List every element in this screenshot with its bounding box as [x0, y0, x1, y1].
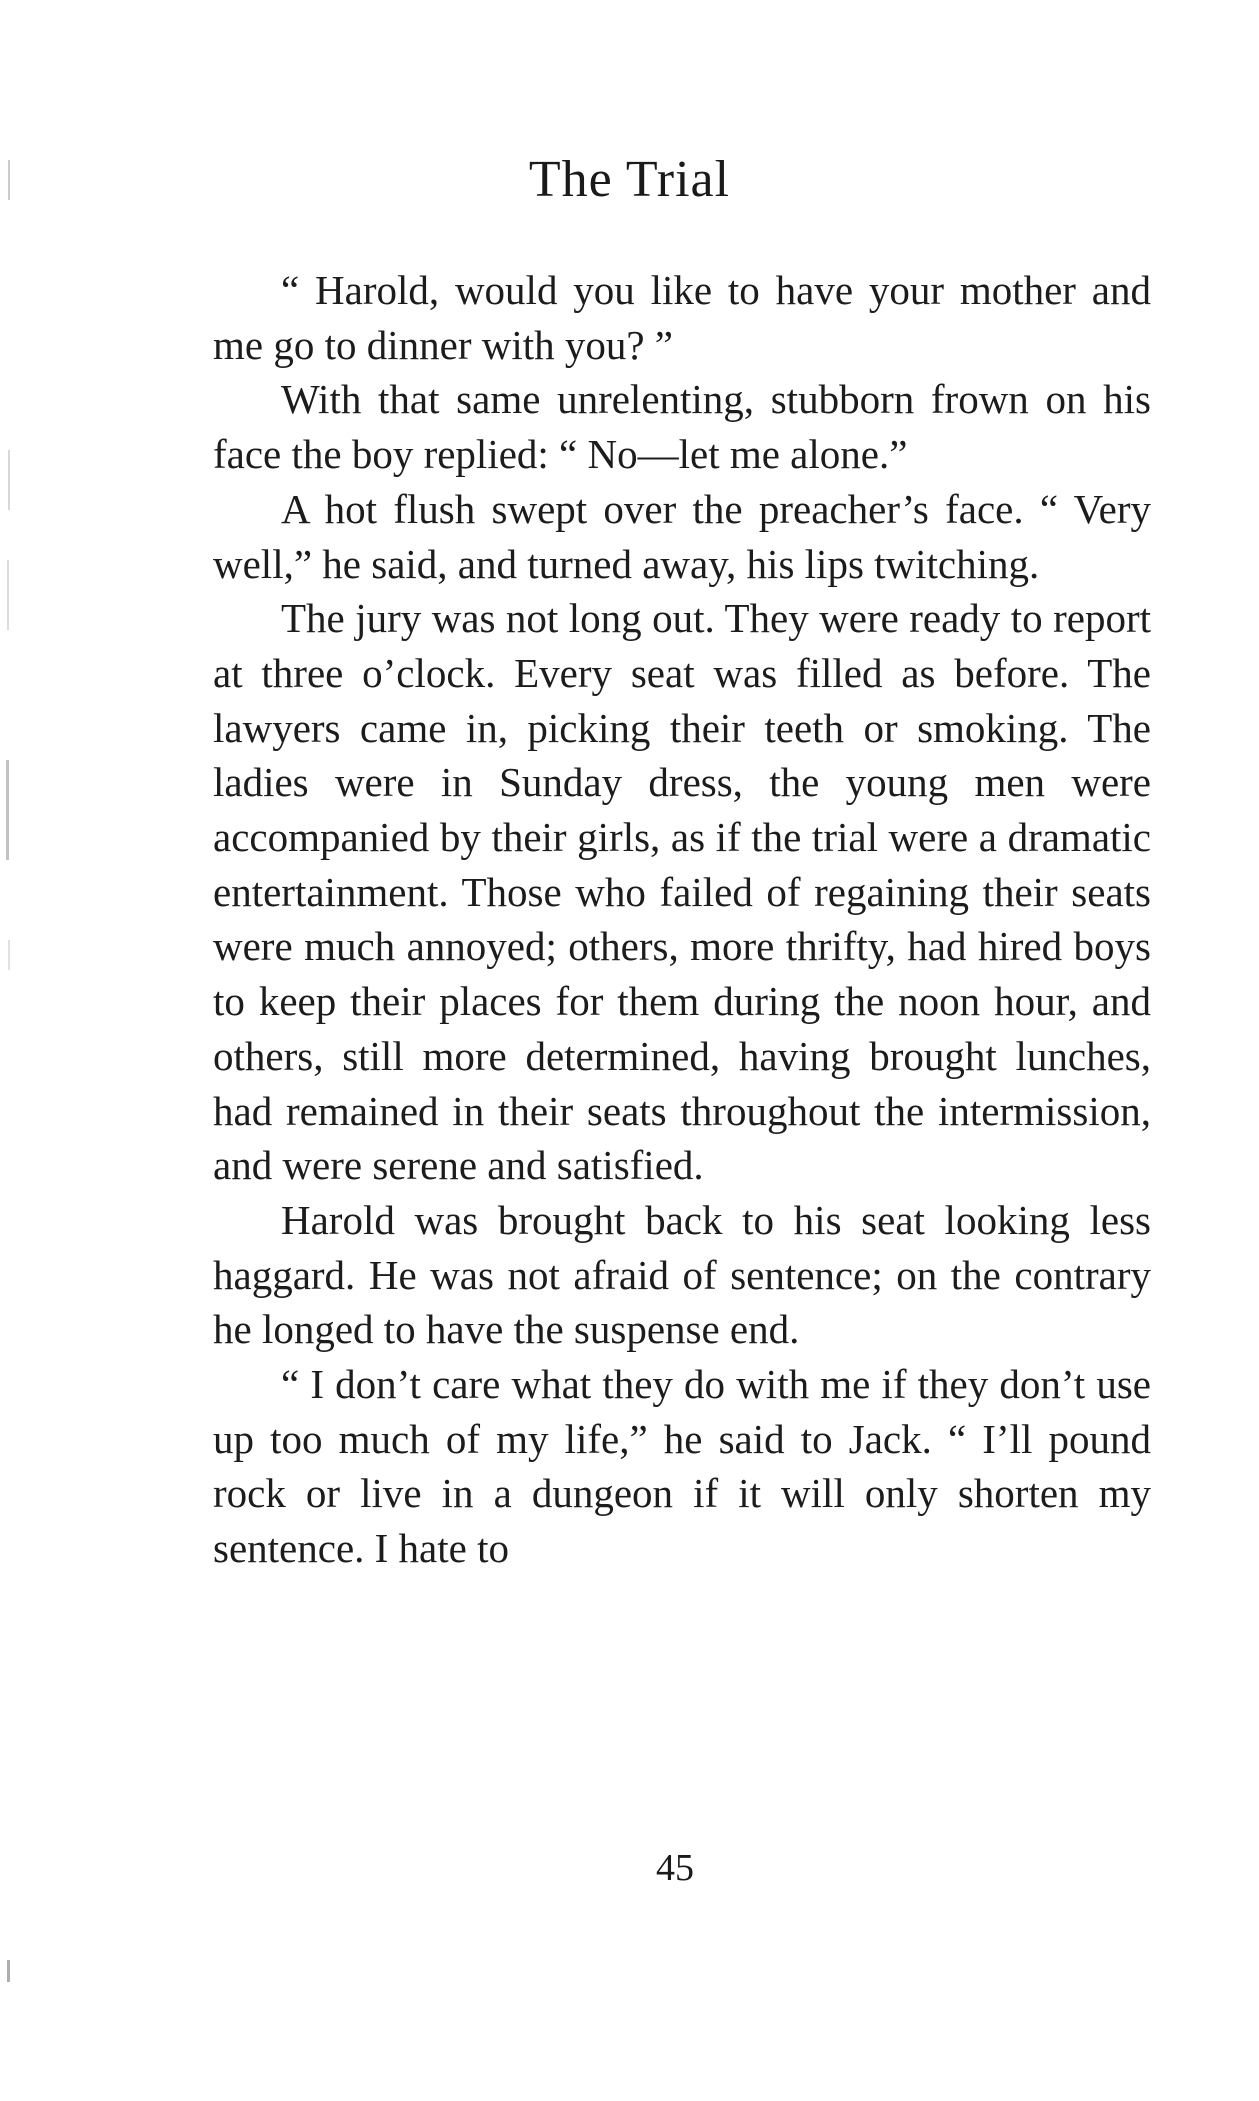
running-head: The Trial	[528, 151, 731, 208]
scan-mark	[7, 560, 9, 630]
scan-mark	[8, 940, 10, 970]
paragraph: The jury was not long out. They were ready to report at three o’clock. Every seat was filled as before. The lawyers came in, picking their teeth or smoking. The ladies were in Sunday dress, the young men were accompanied by their girls, as if the trial were a dramatic entertainment. Those who failed of regaining their seats were much annoyed; others, more thrifty, had hired boys to keep their places for them during the noon hour, and others, still more determined, having brought lunches, had remained in their seats throughout the intermission, and were serene and satisfied.	[213, 595, 1151, 1189]
paragraph: A hot flush swept over the preacher’s face. “ Very well,” he said, and turned away, his lips twitching.	[213, 485, 1151, 587]
paragraph: “ I don’t care what they do with me if they don’t use up too much of my life,” he said to Jack. “ I’ll pound rock or live in a dungeon if it will only shorten my sentence. I hate to	[213, 1361, 1151, 1572]
paragraph: “ Harold, would you like to have your mother and me go to dinner with you? ”	[213, 267, 1151, 368]
body-text	[213, 263, 1151, 1576]
paragraph: With that same unrelenting, stubborn frown on his face the boy replied: “ No—let me alone.”	[213, 376, 1151, 478]
scan-mark	[6, 760, 9, 860]
scan-mark	[8, 160, 10, 200]
scan-mark	[8, 450, 10, 510]
page-number: 45	[656, 1847, 694, 1889]
paragraph: Harold was brought back to his seat looking less haggard. He was not afraid of sentence; on the contrary he longed to have the suspense end.	[213, 1196, 1151, 1353]
scan-mark	[7, 1960, 10, 1982]
